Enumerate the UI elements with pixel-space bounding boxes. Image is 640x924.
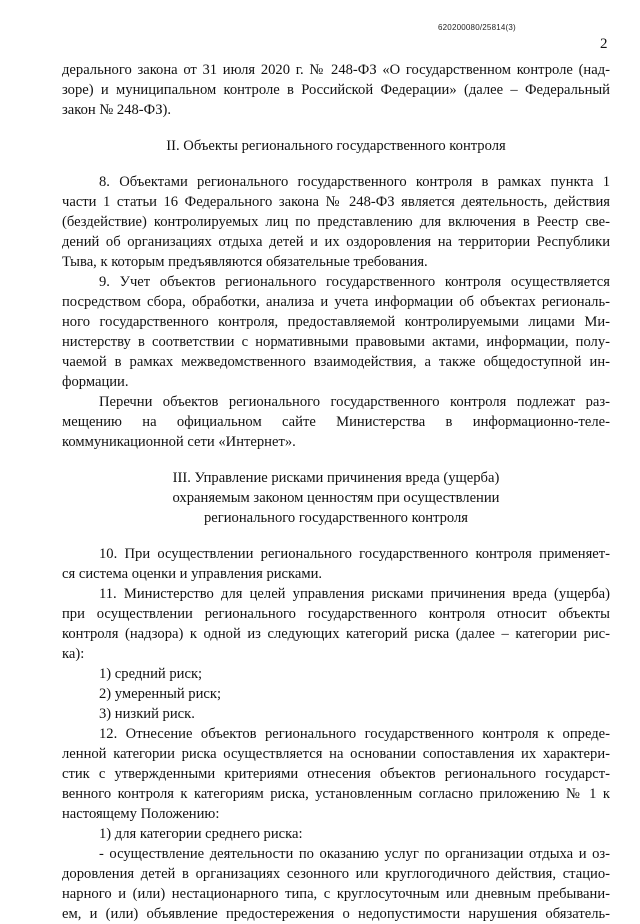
- text-line: венного контроля к категориям риска, установленным согласно приложению № 1 к: [62, 786, 610, 802]
- heading-line: III. Управление рисками причинения вреда (ущерба): [172, 470, 500, 486]
- text-line: 12. Отнесение объектов регионального государственного контроля к опреде-: [99, 726, 610, 742]
- text-line: 10. При осуществлении регионального государственного контроля применяет-: [99, 546, 610, 562]
- heading-line: регионального государственного контроля: [203, 510, 469, 526]
- text-line: стик с утвержденными критериями отнесения объектов регионального государст-: [62, 766, 610, 782]
- paragraph-8: [62, 172, 610, 272]
- text-line: Тыва, к которым предъявляются обязательные требования.: [62, 254, 428, 270]
- section-heading: II. Объекты регионального государственного контроля: [166, 138, 506, 154]
- text-line: коммуникационной сети «Интернет».: [62, 434, 296, 450]
- text-line: ного государственного контроля, предоставляемой контролируемыми лицами Ми-: [62, 314, 610, 330]
- paragraph-continuation: [62, 60, 610, 120]
- section-heading: [62, 468, 610, 528]
- text-line: (бездействие) контролируемых лиц по представлению для включения в Реестр све-: [62, 214, 610, 230]
- paragraph-9: [62, 272, 610, 392]
- text-line: контроля (надзора) к одной из следующих категорий риска (далее – категории рис-: [62, 626, 610, 642]
- subparagraph-text: [62, 844, 610, 924]
- list-item: 1) средний риск;: [99, 666, 203, 682]
- text-line: дерального закона от 31 июля 2020 г. № 248-ФЗ «О государственном контроле (над-: [62, 62, 610, 78]
- paragraph-12: [62, 724, 610, 824]
- text-line: посредством сбора, обработки, анализа и учета информации об объектах региональ-: [62, 294, 610, 310]
- list-item: 3) низкий риск.: [99, 706, 195, 722]
- text-line: 11. Министерство для целей управления рисками причинения вреда (ущерба): [99, 586, 610, 602]
- text-line: Перечни объектов регионального государственного контроля подлежат раз-: [99, 394, 610, 410]
- text-line: настоящему Положению:: [62, 806, 220, 822]
- text-line: закон № 248-ФЗ).: [62, 102, 172, 118]
- document-id: 620200080/25814(3): [438, 23, 516, 32]
- text-line: чаемой в рамках межведомственного взаимодействия, а также общедоступной ин-: [62, 354, 610, 370]
- text-line: ся система оценки и управления рисками.: [62, 566, 323, 582]
- text-line: при осуществлении регионального государственного контроля относит объекты: [62, 606, 610, 622]
- paragraph-11: [62, 584, 610, 664]
- paragraph-lists: [62, 392, 610, 452]
- risk-list: [62, 664, 610, 724]
- text-line: зоре) и муниципальном контроле в Российской Федерации» (далее – Федеральный: [62, 82, 610, 98]
- text-line: 9. Учет объектов регионального государственного контроля осуществляется: [99, 274, 610, 290]
- text-line: формации.: [62, 374, 129, 390]
- document-body: [62, 60, 610, 924]
- text-line: доровления детей в организациях сезонного или круглогодичного действия, стацио-: [62, 866, 610, 882]
- text-line: ка):: [62, 646, 85, 662]
- text-line: ем, и (или) объявление предостережения о недопустимости нарушения обязатель-: [62, 906, 610, 922]
- list-item: 2) умеренный риск;: [99, 686, 222, 702]
- text-line: - осуществление деятельности по оказанию услуг по организации отдыха и оз-: [99, 846, 610, 862]
- text-line: ленной категории риска осуществляется на основании сопоставления их характери-: [62, 746, 610, 762]
- text-line: нистерству в соответствии с нормативными правовыми актами, информации, полу-: [62, 334, 610, 350]
- page-number: 2: [600, 36, 608, 52]
- text-line: дений об организациях отдыха детей и их оздоровления на территории Республики: [62, 234, 610, 250]
- paragraph-10: [62, 544, 610, 584]
- text-line: части 1 статьи 16 Федерального закона № 248-ФЗ является деятельность, действия: [62, 194, 610, 210]
- text-line: нарного и (или) нестационарного типа, с круглосуточным или дневным пребывани-: [62, 886, 610, 902]
- text-line: 8. Объектами регионального государственного контроля в рамках пункта 1: [99, 174, 610, 190]
- heading-line: охраняемым законом ценностям при осуществлении: [172, 490, 500, 506]
- subparagraph-title: 1) для категории среднего риска:: [99, 826, 303, 842]
- text-line: мещению на официальном сайте Министерства в информационно-теле-: [62, 414, 610, 430]
